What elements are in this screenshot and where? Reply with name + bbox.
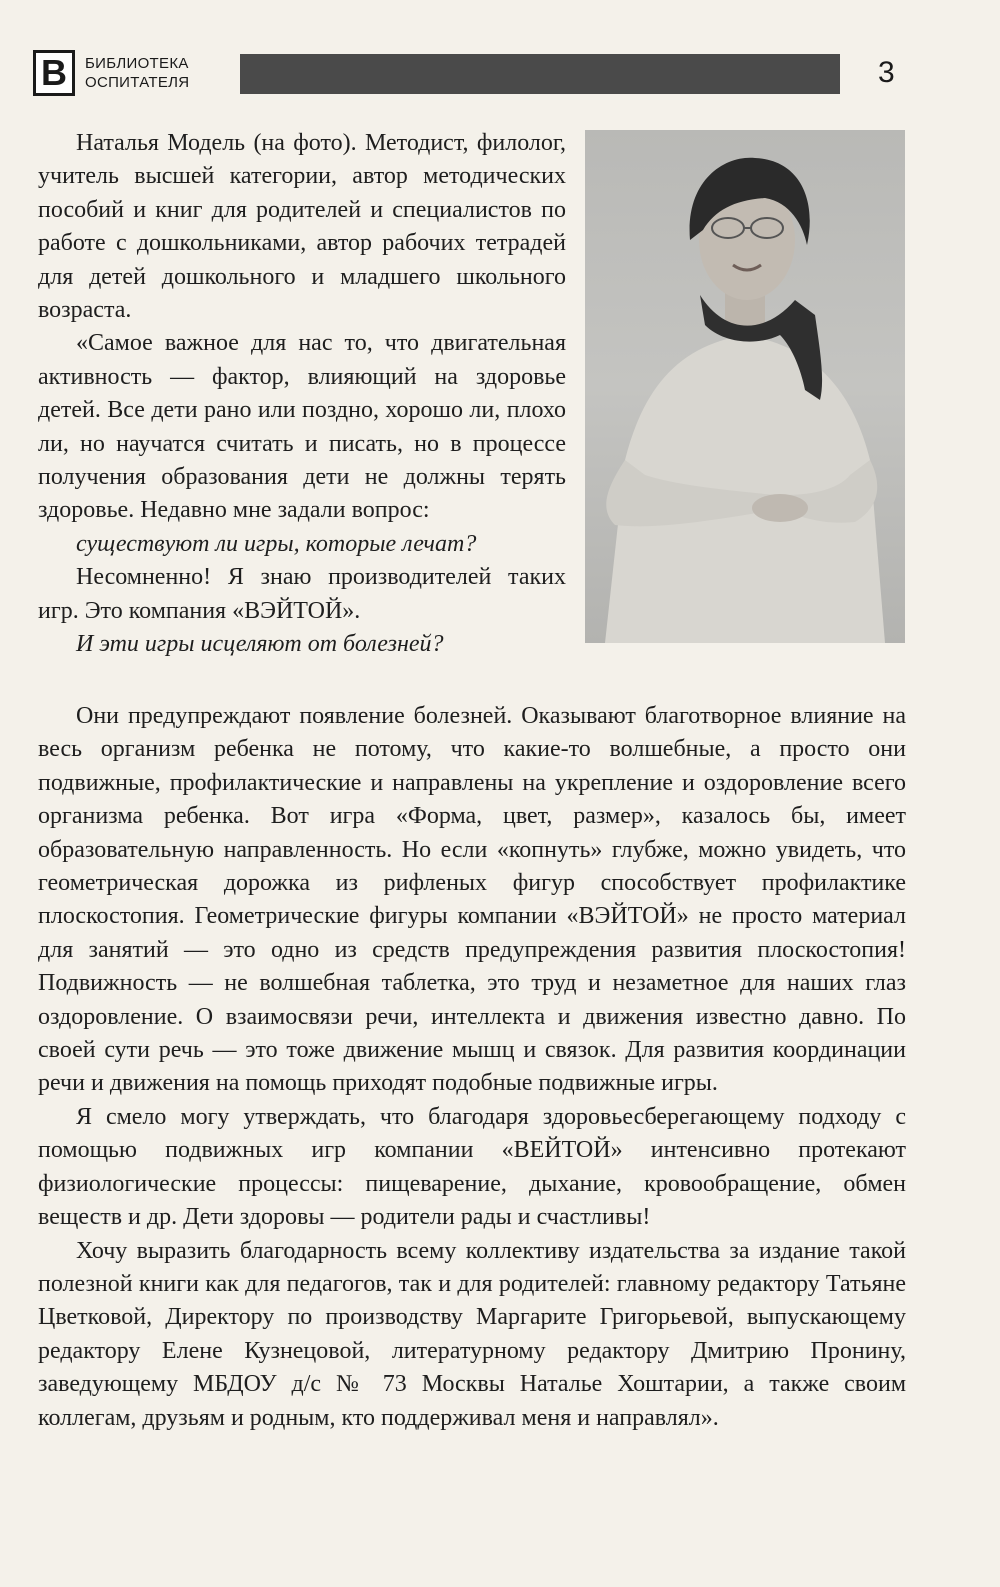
series-logo <box>33 50 75 96</box>
answer-1: Несомненно! Я знаю производителей таких игр. Это компания «ВЭЙТОЙ». <box>38 564 566 624</box>
intro-column <box>38 127 566 662</box>
series-title-line2: ОСПИТАТЕЛЯ <box>85 74 190 91</box>
header-bar <box>240 54 840 94</box>
body-paragraph: Они предупреждают появление болезней. Оказывают благотворное влияние на весь организм ребенка не потому, что какие-то волшебные, а просто они подвижные, профилактические и направлены на укрепление и оздоровление всего организма ребенка. Вот игра «Форма, цвет, размер», казалось бы, имеет образовательную направленность. Но если «копнуть» глубже, можно увидеть, что геометрическая дорожка из рифленых фигур способствует профилактике плоскостопия. Геометрические фигуры компании «ВЭЙТОЙ» не просто материал для занятий — это одно из средств предупреждения развития плоскостопия! Подвижность — не волшебная таблетка, это труд и незаметное для наших глаз оздоровление. О взаимосвязи речи, интеллекта и движения известно давно. По своей сути речь — это тоже движение мышц и связок. Для развития координации речи и движения на помощь приходят подобные подвижные игры. <box>38 703 906 1097</box>
portrait-illustration <box>585 130 905 643</box>
series-title-line1: БИБЛИОТЕКА <box>85 55 189 72</box>
author-bio-paragraph: Наталья Модель (на фото). Методист, филолог, учитель высшей категории, автор методических пособий и книг для родителей и специалистов по работе с дошкольниками, автор рабочих тетрадей для детей дошкольного и младшего школьного возраста. <box>38 130 566 324</box>
body-paragraph: Я смело могу утверждать, что благодаря здоровьесберегающему подходу с помощью подвижных игр компании «ВЕЙТОЙ» интенсивно протекают физиологические процессы: пищеварение, дыхание, кровообращение, обмен веществ и др. Дети здоровы — родители рады и счастливы! <box>38 1103 906 1231</box>
portrait-photo <box>585 130 905 643</box>
running-header <box>33 50 840 102</box>
question-2: И эти игры исцеляют от болезней? <box>76 631 444 658</box>
quote-paragraph: «Самое важное для нас то, что двигательная активность — фактор, влияющий на здоровье детей. Все дети рано или поздно, хорошо ли, плохо ли, но научатся считать и писать, но в процессе получения образования дети не должны терять здоровье. Недавно мне задали вопрос: <box>38 330 566 524</box>
question-1: существуют ли игры, которые лечат? <box>76 530 477 557</box>
acknowledgements-paragraph: Хочу выразить благодарность всему коллективу издательства за издание такой полезной книги как для педагогов, так и для родителей: главному редактору Татьяне Цветковой, Директору по производству Маргарите Григорьевой, выпускающему редактору Елене Кузнецовой, литературному редактору Дмитрию Пронину, заведующему МБДОУ д/с № 73 Москвы Наталье Хоштарии, а также своим коллегам, друзьям и родным, кто поддерживал меня и направлял». <box>38 1237 906 1431</box>
body-column <box>38 700 906 1435</box>
series-title <box>85 54 235 92</box>
logo-letter: В <box>41 52 67 93</box>
page-number: 3 <box>878 56 895 89</box>
